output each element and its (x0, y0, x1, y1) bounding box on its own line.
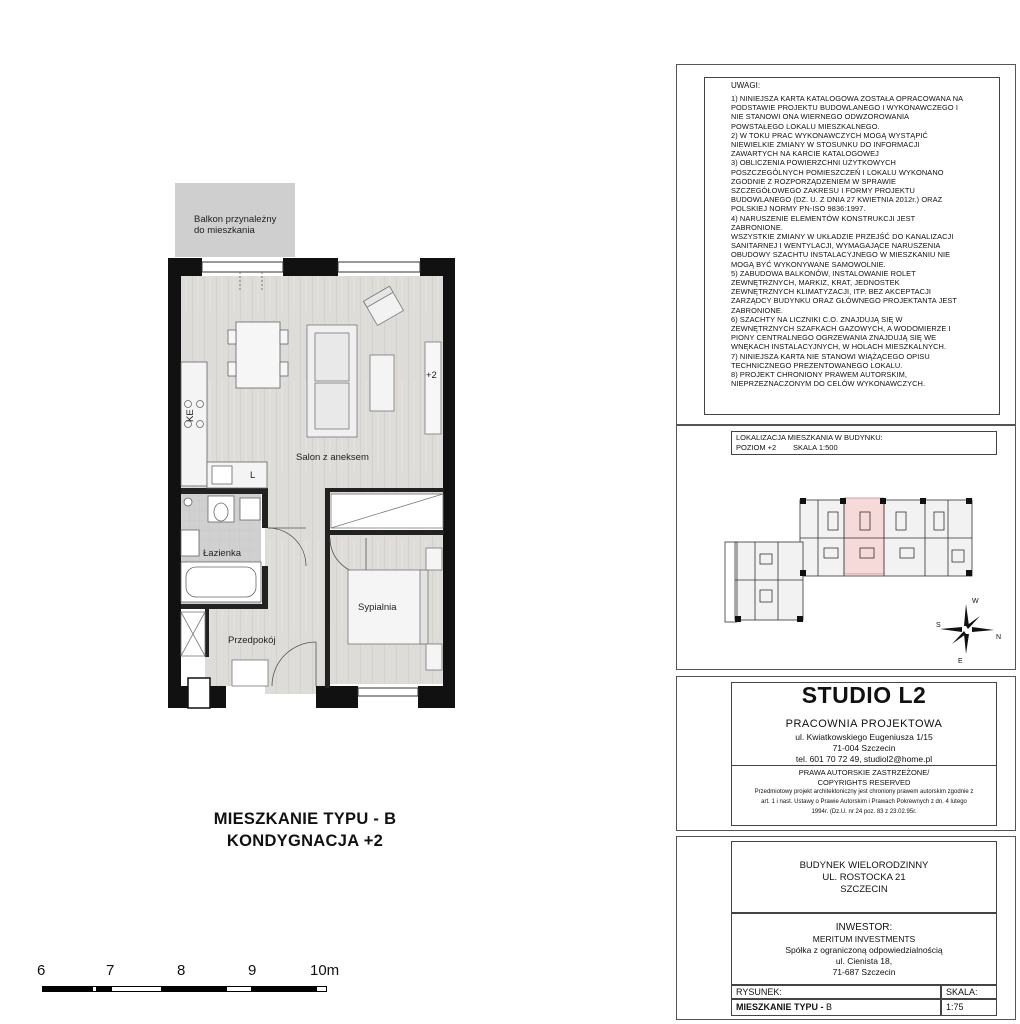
compass-n: N (996, 634, 1002, 641)
location-title: LOKALIZACJA MIESZKANIA W BUDYNKU: (736, 433, 883, 442)
studio-legal2: art. 1 i nast. Ustawy o Prawie Autorskim i Prawach Pokrewnych z dn. 4 lutego (761, 799, 967, 805)
notes-line: MOGĄ BYĆ WYKONYWANE SAMOWOLNIE. (731, 259, 886, 269)
studio-rights2: COPYRIGHTS RESERVED (817, 778, 911, 787)
studio-legal3: 1994r. (Dz.U. nr 24 poz. 83 z 23.02.95r. (811, 809, 917, 815)
bedroom-label: Sypialnia (358, 602, 397, 613)
compass-e: E (958, 658, 963, 665)
scale-segment (96, 986, 112, 992)
scale-segment (43, 986, 93, 992)
studio-legal1: Przedmiotowy projekt architektoniczny jest chroniony prawem autorskim zgodnie z (754, 789, 974, 795)
notes-line: WNĘKACH INSTALACYJNYCH, W HOLACH MIESZKALNYCH. (731, 342, 947, 352)
notes-line: SZCZEGÓŁOWEGO ZAKRESU I FORMY PROJEKTU (731, 186, 915, 196)
drawing-name (736, 1002, 832, 1012)
notes-list (731, 94, 993, 389)
notes-line: 5) ZABUDOWA BALKONÓW, INSTALOWANIE ROLET (731, 268, 916, 278)
scale-bar (42, 986, 327, 992)
notes-line: 4) NARUSZENIE ELEMENTÓW KONSTRUKCJI JEST (731, 213, 916, 223)
notes-line: OBUDOWY SZACHTU INSTALACYJNEGO W MIESZKANIU NIE (731, 250, 951, 260)
notes-line: PODSTAWIE PROJEKTU BUDOWLANEGO I WYKONAWCZEGO I (731, 103, 958, 113)
notes-line: POLSKIEJ NORMY PN-ISO 9836:1997. (731, 204, 866, 214)
notes-line: ZEWNĘTRZNYCH, MARKIZ, KRAT, JEDNOSTEK (731, 278, 900, 288)
scale-label-8: 8 (177, 962, 186, 979)
investor-address1: ul. Cienista 18, (835, 956, 893, 966)
drawing-name-prefix: MIESZKANIE TYPU - (736, 1002, 824, 1012)
scale-segment (251, 986, 317, 992)
notes-heading: UWAGI: (731, 81, 761, 90)
building-city: SZCZECIN (840, 884, 888, 895)
notes-line: SANITARNEJ I WENTYLACJI, WYMAGAJĄCE NARUSZENIA (731, 241, 941, 251)
living-room-label: Salon z aneksem (296, 452, 369, 463)
studio-subtitle: PRACOWNIA PROJEKTOWA (785, 718, 943, 730)
investor-description: Spółka z ograniczoną odpowiedzialnością (785, 945, 943, 955)
notes-line: NIEWIELKIE ZMIANY W STOSUNKU DO INFORMACJI (731, 140, 920, 150)
investor-label: INWESTOR: (835, 922, 893, 933)
scale-label-6: 6 (37, 962, 46, 979)
notes-line: POSZCZEGÓLNYCH POMIESZCZEŃ I LOKALU WYKONANO (731, 167, 944, 177)
studio-address2: 71-004 Szczecin (832, 743, 896, 753)
drawing-label: RYSUNEK: (736, 987, 782, 997)
compass (930, 596, 1010, 668)
plan-title-level: KONDYGNACJA +2 (226, 832, 384, 850)
location-level: POZIOM +2 (736, 443, 777, 452)
studio-name: STUDIO L2 (801, 682, 927, 708)
notes-line: ZEWNĘTRZNYCH KLIMATYZACJI, ITP. BEZ AKCEPTACJI (731, 287, 932, 297)
scale-label-10m: 10m (310, 962, 340, 979)
plan-title-type: MIESZKANIE TYPU - B (213, 810, 397, 828)
notes-line: TECHNICZNEGO PREZENTOWANEGO LOKALU. (731, 360, 903, 370)
compass-s: S (936, 622, 941, 629)
drawing-name-suffix: B (826, 1002, 833, 1012)
notes-line: ZARZĄDCY BUDYNKU ORAZ GŁÓWNEGO PROJEKTANTA JEST (731, 296, 958, 306)
notes-box (704, 77, 1000, 415)
drawing-scale-value: 1:75 (946, 1002, 964, 1012)
notes-line: 1) NINIEJSZA KARTA KATALOGOWA ZOSTAŁA OPRACOWANA NA (731, 94, 964, 103)
notes-line: 6) SZACHTY NA LICZNIKI C.O. ZNAJDUJĄ SIĘ W (731, 314, 903, 324)
dining-table (228, 322, 288, 388)
scale-label-7: 7 (106, 962, 115, 979)
coffee-table (370, 355, 394, 411)
compass-w: W (972, 598, 979, 605)
notes-line: ZGODNIE Z ROZPORZĄDZENIEM W SPRAWIE (731, 176, 896, 186)
notes-line: 7) NINIEJSZA KARTA NIE STANOWI WIĄŻĄCEGO OPISU (731, 351, 930, 361)
notes-line: NIE STANOWI ONA WIERNEGO ODWZOROWANIA (731, 112, 910, 122)
notes-line: WSZYSTKIE ZMIANY W UKŁADZIE PRZEJŚĆ DO KANALIZACJI (731, 232, 954, 242)
balcony-label-line1: Balkon przynależny (194, 214, 277, 225)
kitchen-ke-label: KE (185, 409, 196, 422)
investor-address2: 71-687 Szczecin (832, 967, 896, 977)
notes-line: NIEPRZEZNACZONYM DO CELÓW WYKONAWCZYCH. (731, 379, 926, 389)
plan-title (150, 808, 460, 852)
studio-contact: tel. 601 70 72 49, studiol2@home.pl (795, 754, 933, 764)
notes-line: POWSTAŁEGO LOKALU MIESZKALNEGO. (731, 121, 880, 131)
notes-line: 2) W TOKU PRAC WYKONAWCZYCH MOGĄ WYSTĄPIĆ (731, 130, 928, 140)
sofa (307, 325, 357, 437)
hallway-label: Przedpokój (228, 635, 276, 646)
studio-divider (731, 765, 997, 766)
studio-address1: ul. Kwiatkowskiego Eugeniusza 1/15 (795, 732, 933, 742)
tv-cabinet-mark: +2 (426, 370, 437, 381)
drawing-scale-label: SKALA: (946, 987, 978, 997)
scale-label-9: 9 (248, 962, 257, 979)
notes-line: ZAWARTYCH NA KARCIE KATALOGOWEJ (731, 149, 879, 159)
location-scale: SKALA 1:500 (793, 443, 838, 452)
notes-line: 3) OBLICZENIA POWIERZCHNI UŻYTKOWYCH (731, 158, 896, 168)
notes-line: ZABRONIONE. (731, 222, 784, 232)
notes-line: ZABRONIONE. (731, 305, 784, 315)
bathroom-label: Łazienka (203, 548, 242, 559)
building-type: BUDYNEK WIELORODZINNY (799, 860, 929, 871)
balcony-label-line2: do mieszkania (194, 225, 255, 236)
notes-line: BUDOWLANEGO (DZ. U. Z DNIA 27 KWIETNIA 2012r.) ORAZ (731, 195, 943, 205)
building-street: UL. ROSTOCKA 21 (822, 872, 906, 883)
notes-line: 8) PROJEKT CHRONIONY PRAWEM AUTORSKIM, (731, 370, 907, 380)
studio-rights1: PRAWA AUTORSKIE ZASTRZEŻONE/ (798, 768, 930, 777)
scale-segment (161, 986, 227, 992)
tv-cabinet (425, 342, 441, 434)
notes-line: ZEWNĘTRZNYCH SZAFKACH GAZOWYCH, A WODOMIERZE I (731, 324, 951, 334)
investor-name: MERITUM INVESTMENTS (812, 934, 916, 944)
notes-line: PIONY CENTRALNEGO OGRZEWANIA ZNAJDUJĄ SIĘ WE (731, 333, 937, 343)
kitchen-l-label: L (250, 470, 256, 481)
